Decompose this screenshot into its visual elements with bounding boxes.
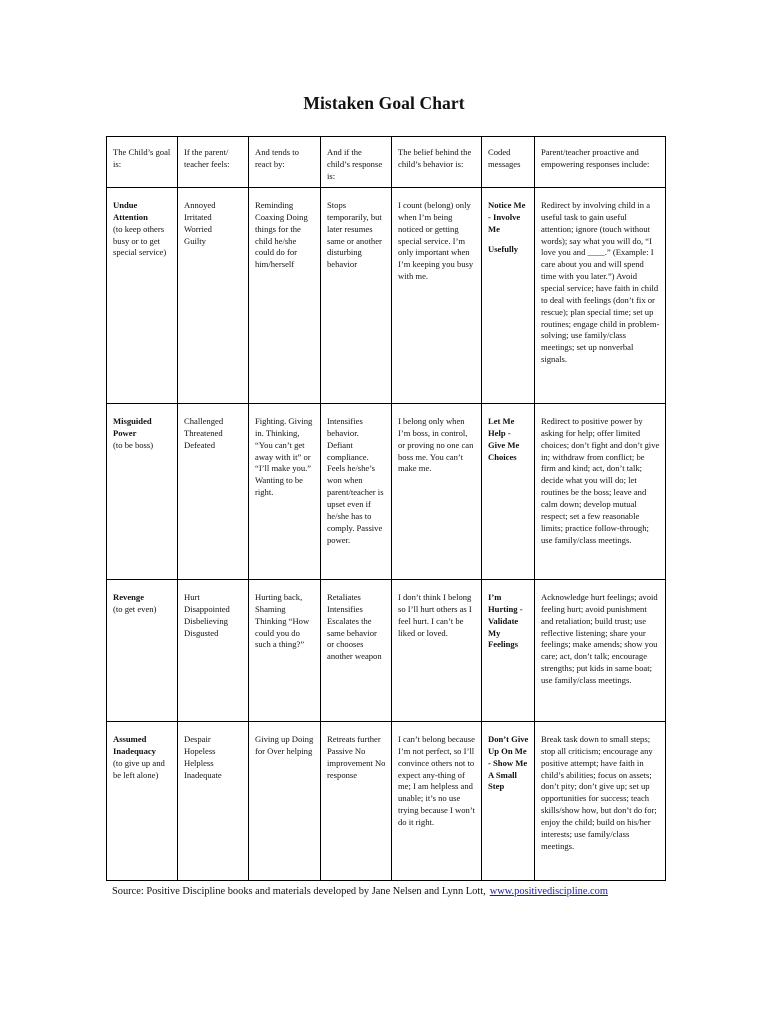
table-row <box>107 188 666 404</box>
goal-cell <box>107 188 178 404</box>
coded-message: Don’t Give Up On Me - Show Me A Small Step <box>488 734 529 792</box>
message-cell <box>482 188 535 404</box>
source-line <box>112 886 712 897</box>
belief-cell: I can’t belong because I’m not perfect, so I’ll convince others not to expect any-thing of me; I am helpless and unable; it’s no use trying because I won’t do it right. <box>392 722 482 881</box>
response-cell: Retaliates Intensifies Escalates the same behavior or chooses another weapon <box>321 580 392 722</box>
belief-cell: I belong only when I’m boss, in control, or proving no one can boss me. You can’t make me. <box>392 404 482 580</box>
coded-message: Notice Me - Involve Me <box>488 200 526 234</box>
feeling-item: Guilty <box>184 235 206 246</box>
feeling-item: Hurt <box>184 592 200 602</box>
source-link[interactable]: www.positivediscipline.com <box>489 886 608 897</box>
feeling-item: Irritated <box>184 211 212 222</box>
goal-name: Misguided Power <box>113 416 152 438</box>
proactive-response-cell: Break task down to small steps; stop all criticism; encourage any positive attempt; have faith in child’s abilities; focus on assets; don’t pity; don’t give up; set up opportunities for success; teach skills/show how, but don’t do for; enjoy the child; build on his/her interests; use family/class meetings. <box>535 722 666 881</box>
reaction-cell: Fighting. Giving in. Thinking, “You can’t get away with it” or “I’ll make you.” Wanting to be right. <box>249 404 321 580</box>
response-cell: Retreats further Passive No improvement No response <box>321 722 392 881</box>
message-cell <box>482 404 535 580</box>
source-text: Source: Positive Discipline books and materials developed by Jane Nelsen and Lynn Lott, <box>112 886 486 897</box>
coded-message: I’m Hurting - Validate My Feelings <box>488 592 523 650</box>
feelings-cell <box>178 188 249 404</box>
feeling-item: Defeated <box>184 439 216 450</box>
feelings-cell <box>178 722 249 881</box>
goal-note: (to give up and be left alone) <box>113 757 165 780</box>
feeling-item: Disbelieving <box>184 615 228 626</box>
table-row <box>107 722 666 881</box>
feeling-item: Hopeless <box>184 745 216 756</box>
header-cell: Parent/teacher proactive and empowering responses include: <box>535 137 666 188</box>
proactive-response-cell: Redirect to positive power by asking for help; offer limited choices; don’t fight and don’t give in; withdraw from conflict; be firm and kind; act, don’t talk; decide what you will do; let routines be the boss; leave and calm down; develop mutual respect; set a few reasonable limits; practice follow-through; use family/class meetings. <box>535 404 666 580</box>
proactive-response-cell: Acknowledge hurt feelings; avoid feeling hurt; avoid punishment and retaliation; build trust; use reflective listening; share your feelings; make amends; show you care; act, don’t talk; encourage strengths; put kids in same boat; use family/class meetings. <box>535 580 666 722</box>
page-title: Mistaken Goal Chart <box>303 93 465 113</box>
feeling-item: Despair <box>184 734 211 744</box>
feeling-item: Inadequate <box>184 769 222 780</box>
feelings-cell <box>178 404 249 580</box>
mistaken-goal-table <box>106 136 666 881</box>
message-cell <box>482 722 535 881</box>
goal-cell <box>107 404 178 580</box>
response-cell: Intensifies behavior. Defiant compliance. Feels he/she’s won when parent/teacher is upset even if he/she has to comply. Passive power. <box>321 404 392 580</box>
goal-note: (to be boss) <box>113 439 154 450</box>
reaction-cell: Reminding Coaxing Doing things for the child he/she could do for him/herself <box>249 188 321 404</box>
goal-name: Revenge <box>113 592 145 602</box>
table-row <box>107 580 666 722</box>
header-cell: The Child’s goal is: <box>107 137 178 188</box>
goal-cell <box>107 722 178 881</box>
coded-message: Let Me Help - Give Me Choices <box>488 416 520 462</box>
feeling-item: Worried <box>184 223 212 234</box>
goal-name: Assumed Inadequacy <box>113 734 156 756</box>
header-cell: The belief behind the child’s behavior is: <box>392 137 482 188</box>
feeling-item: Annoyed <box>184 200 216 210</box>
proactive-response-cell: Redirect by involving child in a useful task to gain useful attention; ignore (touch without words); say what you will do, “I love you and ____.” (Example: I care about you and will spend time with you later.”) Avoid special service; have faith in child to deal with feelings (don’t fix or rescue); plan special time; set up routines; engage child in problem-solving; use family/class meetings; set up nonverbal signals. <box>535 188 666 404</box>
feeling-item: Disgusted <box>184 627 219 638</box>
header-cell: Coded messages <box>482 137 535 188</box>
feeling-item: Challenged <box>184 416 224 426</box>
coded-message-extra: Usefully <box>488 243 519 254</box>
header-cell: And if the child’s response is: <box>321 137 392 188</box>
response-cell: Stops temporarily, but later resumes same or another disturbing behavior <box>321 188 392 404</box>
feelings-cell <box>178 580 249 722</box>
table-row <box>107 404 666 580</box>
reaction-cell: Hurting back, Shaming Thinking “How could you do such a thing?” <box>249 580 321 722</box>
message-cell <box>482 580 535 722</box>
belief-cell: I count (belong) only when I’m being noticed or getting special service. I’m only important when I’m keeping you busy with me. <box>392 188 482 404</box>
header-row <box>107 137 666 188</box>
goal-cell <box>107 580 178 722</box>
feeling-item: Threatened <box>184 427 223 438</box>
feeling-item: Disappointed <box>184 603 230 614</box>
header-cell: If the parent/ teacher feels: <box>178 137 249 188</box>
header-cell: And tends to react by: <box>249 137 321 188</box>
goal-note: (to get even) <box>113 603 157 614</box>
feeling-item: Helpless <box>184 757 214 768</box>
goal-note: (to keep others busy or to get special service) <box>113 223 167 258</box>
goal-name: Undue Attention <box>113 200 148 222</box>
reaction-cell: Giving up Doing for Over helping <box>249 722 321 881</box>
belief-cell: I don’t think I belong so I’ll hurt others as I feel hurt. I can’t be liked or loved. <box>392 580 482 722</box>
